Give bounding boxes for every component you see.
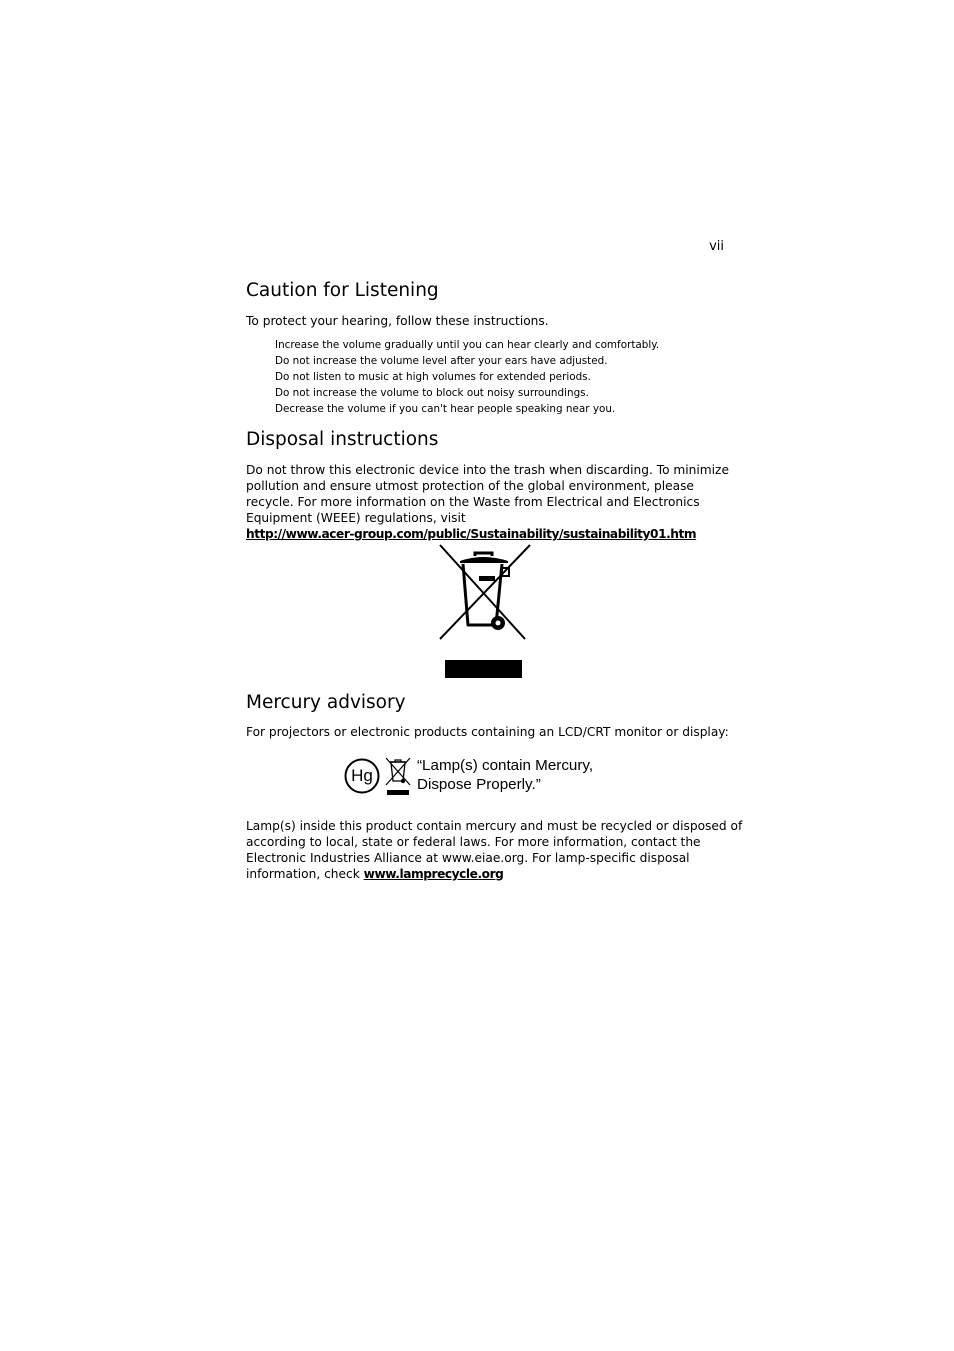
list-item: Increase the volume gradually until you can hear clearly and comfortably.: [275, 339, 660, 351]
acer-sustainability-link[interactable]: http://www.acer-group.com/public/Sustainability/sustainability01.htm: [246, 527, 697, 541]
disposal-heading: Disposal instructions: [246, 429, 439, 450]
hg-symbol-text: Hg: [351, 766, 373, 785]
listening-heading: Caution for Listening: [246, 280, 439, 301]
listening-list: [275, 337, 659, 417]
disposal-paragraph: [246, 462, 729, 542]
paragraph-line: Electronic Industries Alliance at www.eiae.org. For lamp-specific disposal: [246, 851, 690, 865]
list-item: Do not increase the volume to block out noisy surroundings.: [275, 387, 589, 399]
paragraph-line: recycle. For more information on the Waste from Electrical and Electronics: [246, 495, 700, 509]
mercury-intro: For projectors or electronic products containing an LCD/CRT monitor or display:: [246, 725, 729, 739]
paragraph-line: information, check: [246, 867, 364, 881]
list-item: Do not increase the volume level after your ears have adjusted.: [275, 355, 608, 367]
list-item: Decrease the volume if you can't hear people speaking near you.: [275, 403, 616, 415]
paragraph-line: pollution and ensure utmost protection of the global environment, please: [246, 479, 694, 493]
hg-mercury-icon: [344, 758, 380, 794]
mercury-warning-quote: [417, 756, 593, 794]
listening-intro: To protect your hearing, follow these instructions.: [246, 314, 549, 328]
quote-line: “Lamp(s) contain Mercury,: [417, 757, 594, 774]
quote-line: Dispose Properly.”: [417, 776, 541, 793]
lamprecycle-link[interactable]: www.lamprecycle.org: [363, 867, 504, 881]
paragraph-line: Equipment (WEEE) regulations, visit: [246, 511, 466, 525]
list-item: Do not listen to music at high volumes for extended periods.: [275, 371, 591, 383]
page-number: vii: [709, 239, 724, 254]
weee-crossed-bin-icon: [436, 543, 532, 681]
mercury-heading: Mercury advisory: [246, 692, 406, 713]
paragraph-line: Lamp(s) inside this product contain mercury and must be recycled or disposed of: [246, 819, 743, 833]
paragraph-line: Do not throw this electronic device into the trash when discarding. To minimize: [246, 463, 729, 477]
small-crossed-bin-icon: [384, 757, 412, 797]
paragraph-line: according to local, state or federal laws. For more information, contact the: [246, 835, 701, 849]
mercury-paragraph: [246, 818, 742, 882]
